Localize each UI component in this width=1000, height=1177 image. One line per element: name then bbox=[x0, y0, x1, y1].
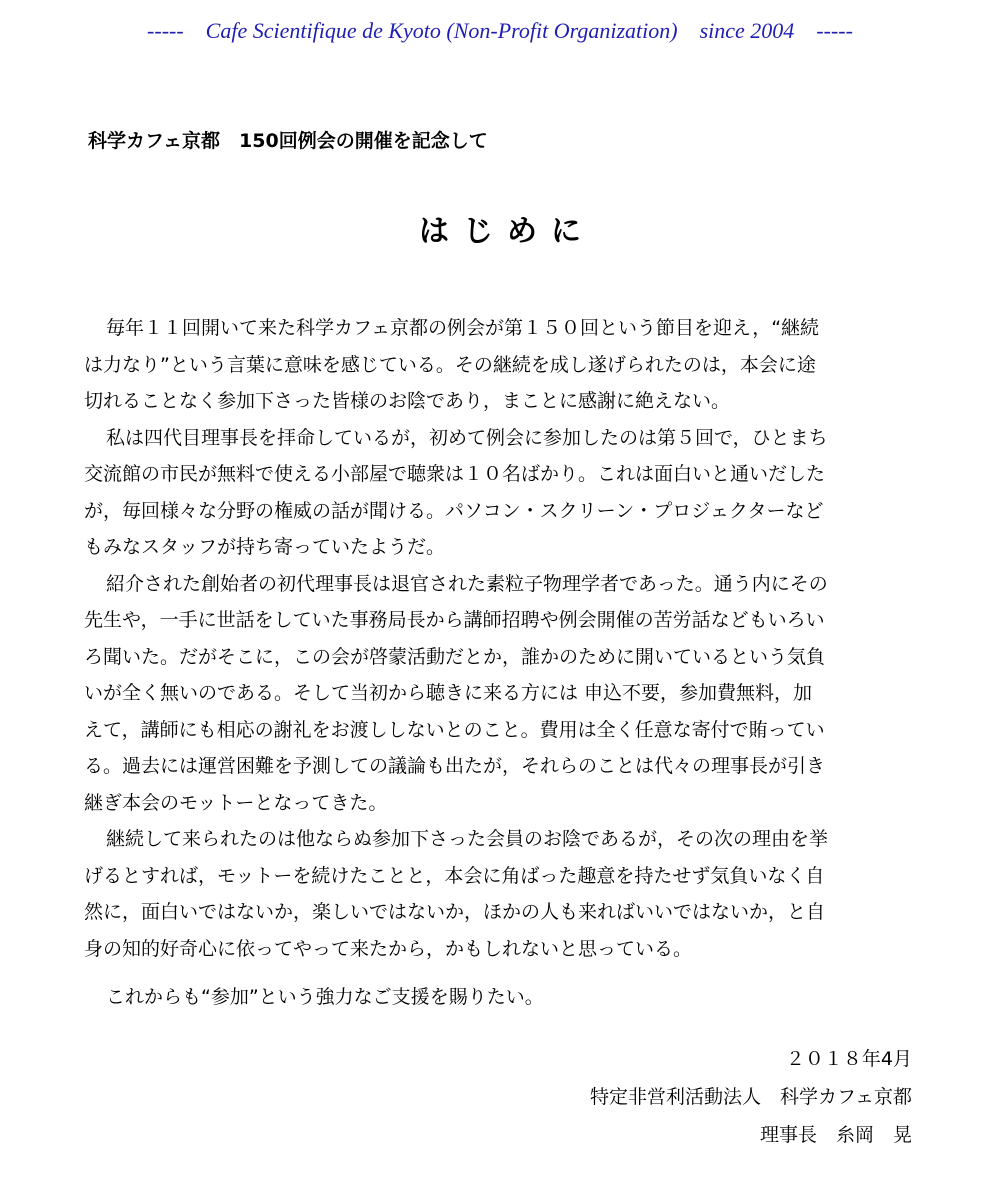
body-line: 然に，面白いではないか，楽しいではないか，ほかの人も来ればいいではないか，と自 bbox=[84, 901, 826, 923]
document-body bbox=[84, 310, 924, 967]
body-line: 継ぎ本会のモットーとなってきた。 bbox=[84, 791, 388, 814]
body-line: 毎年１１回開いて来た科学カフェ京都の例会が第１５０回という節目を迎え，“継続 bbox=[106, 317, 820, 339]
closing-remark: これからも“参加”という強力なご支援を賜りたい。 bbox=[106, 986, 544, 1008]
body-line: る。過去には運営困難を予測しての議論も出たが，それらのことは代々の理事長が引き bbox=[84, 755, 826, 777]
body-line: が，毎回様々な分野の権威の話が聞ける。パソコン・スクリーン・プロジェクターなど bbox=[84, 499, 824, 522]
body-line: 身の知的好奇心に依ってやって来たから，かもしれないと思っている。 bbox=[84, 937, 693, 960]
body-line: 私は四代目理事長を拝命しているが，初めて例会に参加したのは第５回で，ひとまち bbox=[106, 426, 828, 449]
document-title: はじめに bbox=[419, 214, 595, 249]
signature-organization: 特定非営利活動法人 科学カフェ京都 bbox=[589, 1086, 912, 1108]
body-line: もみなスタッフが持ち寄っていたようだ。 bbox=[84, 536, 446, 558]
signature-date: ２０１８年4月 bbox=[785, 1048, 912, 1070]
body-line: 切れることなく参加下さった皆様のお陰であり，まことに感謝に絶えない。 bbox=[84, 390, 731, 412]
body-line: えて，講師にも相応の謝礼をお渡ししないとのこと。費用は全く任意な寄付で賄ってい bbox=[84, 718, 825, 741]
body-line: 交流館の市民が無料で使える小部屋で聴衆は１０名ばかり。これは面白いと通いだした bbox=[84, 463, 826, 485]
body-line: 紹介された創始者の初代理事長は退官された素粒子物理学者であった。通う内にその bbox=[106, 572, 828, 595]
organization-header: ----- Cafe Scientifique de Kyoto (Non-Profit Organization) since 2004 ----- bbox=[147, 18, 853, 43]
signature-block bbox=[590, 1040, 912, 1154]
body-line: げるとすれば，モットーを続けたことと，本会に角ばった趣意を持たせず気負いなく自 bbox=[84, 864, 825, 887]
body-line: いが全く無いのである。そして当初から聴きに来る方には 申込不要，参加費無料，加 bbox=[84, 682, 813, 704]
body-line: 先生や，一手に世話をしていた事務局長から講師招聘や例会開催の苦労話などもいろい bbox=[84, 609, 825, 631]
body-line: ろ聞いた。だがそこに，この会が啓蒙活動だとか，誰かのために開いているという気負 bbox=[84, 645, 826, 668]
signature-author: 理事長 糸岡 晃 bbox=[759, 1124, 912, 1146]
body-line: は力なり”という言葉に意味を感じている。その継続を成し遂げられたのは，本会に途 bbox=[84, 353, 816, 376]
body-line: 継続して来られたのは他ならぬ参加下さった会員のお陰であるが，その次の理由を挙 bbox=[106, 828, 829, 850]
document-subtitle: 科学カフェ京都 150回例会の開催を記念して bbox=[88, 130, 488, 152]
